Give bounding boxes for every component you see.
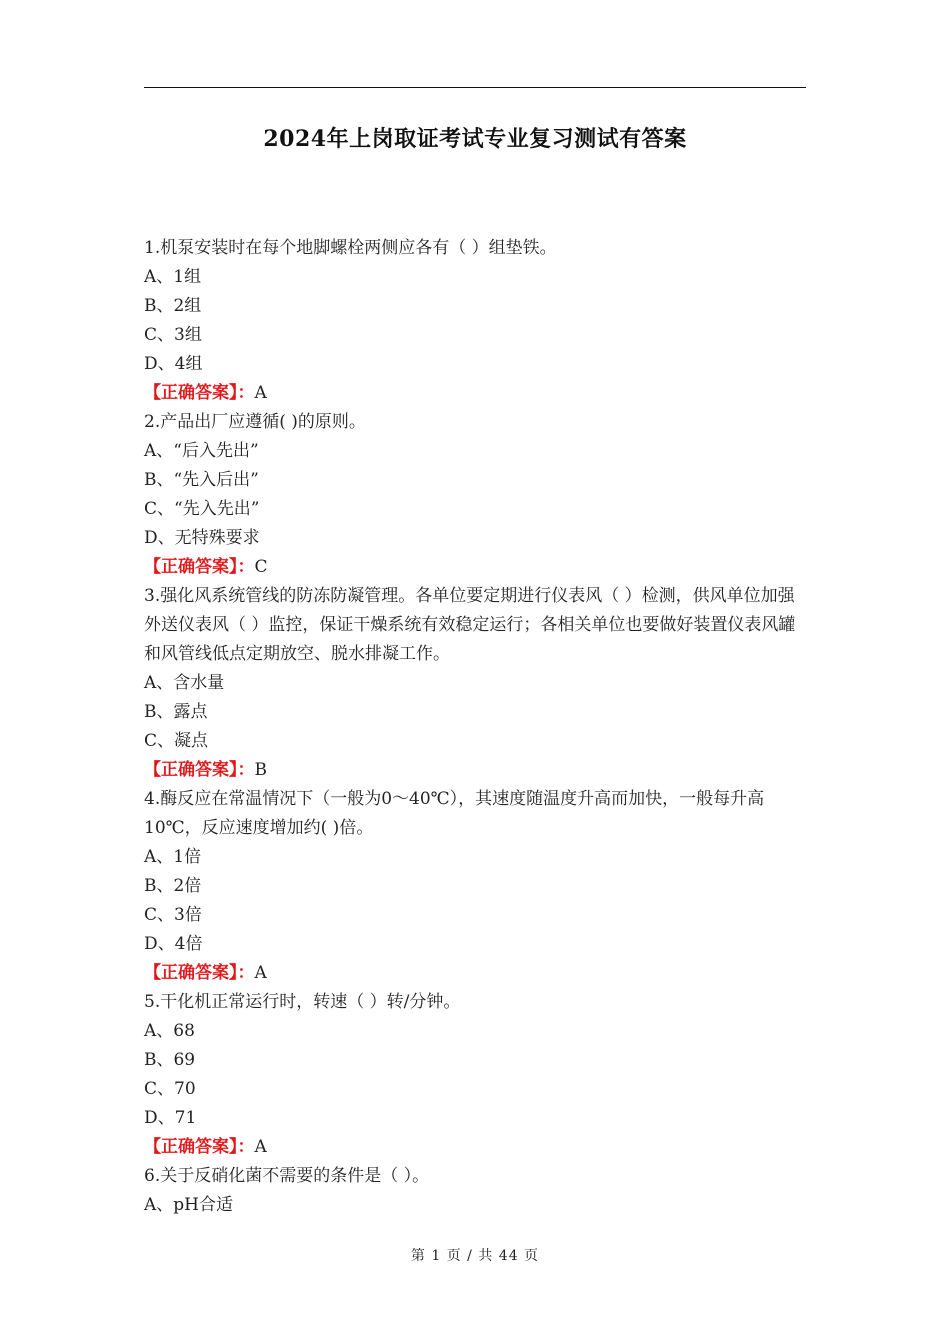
- question-6-option-a: A、pH合适: [144, 1195, 233, 1215]
- question-5-option-b: B、69: [144, 1050, 196, 1070]
- document-title: 2024年上岗取证考试专业复习测试有答案: [263, 126, 687, 152]
- question-3-answer: [144, 756, 808, 785]
- question-4-answer: [144, 959, 808, 988]
- question-1-option-d: D、4组: [144, 354, 203, 374]
- question-2-text: 2.产品出厂应遵循( )的原则。: [144, 412, 366, 432]
- question-1-text: 1.机泵安装时在每个地脚螺栓两侧应各有（ ）组垫铁。: [144, 238, 557, 258]
- question-list: [144, 234, 808, 1220]
- answer-label: 【正确答案】：: [144, 963, 255, 983]
- answer-label: 【正确答案】：: [144, 1137, 255, 1157]
- answer-label: 【正确答案】：: [144, 557, 255, 577]
- question-1-option-b: B、2组: [144, 296, 202, 316]
- answer-value: B: [254, 760, 267, 780]
- question-5-answer: [144, 1133, 808, 1162]
- question-5-option-a: A、68: [144, 1021, 195, 1041]
- question-4-option-a: A、1倍: [144, 847, 202, 867]
- question-2-option-d: D、无特殊要求: [144, 528, 260, 548]
- question-5-text: 5.干化机正常运行时，转速（ ）转/分钟。: [144, 992, 461, 1012]
- question-2-option-c: C、“先入先出”: [144, 499, 260, 519]
- question-2-option-a: A、“后入先出”: [144, 441, 259, 461]
- question-1-option-a: A、1组: [144, 267, 202, 287]
- question-3-text: 3.强化风系统管线的防冻防凝管理。各单位要定期进行仪表风（ ）检测，供风单位加强外送仪表风（ ）监控，保证干燥系统有效稳定运行；各相关单位也要做好装置仪表风罐和风管线低点定期放空、脱水排凝工作。: [144, 586, 796, 664]
- question-3-option-b: B、露点: [144, 702, 208, 722]
- question-4-text: 4.酶反应在常温情况下（一般为0～40℃），其速度随温度升高而加快，一般每升高10℃，反应速度增加约( )倍。: [144, 789, 765, 838]
- question-4-option-b: B、2倍: [144, 876, 202, 896]
- question-4-option-c: C、3倍: [144, 905, 202, 925]
- question-5-option-c: C、70: [144, 1079, 196, 1099]
- question-1-option-c: C、3组: [144, 325, 202, 345]
- question-2-option-b: B、“先入后出”: [144, 470, 259, 490]
- question-4-option-d: D、4倍: [144, 934, 203, 954]
- answer-label: 【正确答案】：: [144, 383, 255, 403]
- page-number: 第 1 页 / 共 44 页: [410, 1248, 540, 1264]
- answer-value: A: [254, 963, 267, 983]
- answer-value: A: [254, 383, 267, 403]
- answer-value: C: [254, 557, 268, 577]
- question-3-option-c: C、凝点: [144, 731, 209, 751]
- question-3-option-a: A、含水量: [144, 673, 225, 693]
- question-1-answer: [144, 379, 808, 408]
- header-rule: [144, 87, 806, 88]
- answer-value: A: [254, 1137, 267, 1157]
- question-2-answer: [144, 553, 808, 582]
- question-5-option-d: D、71: [144, 1108, 197, 1128]
- answer-label: 【正确答案】：: [144, 760, 255, 780]
- question-6-text: 6.关于反硝化菌不需要的条件是（ ）。: [144, 1166, 430, 1186]
